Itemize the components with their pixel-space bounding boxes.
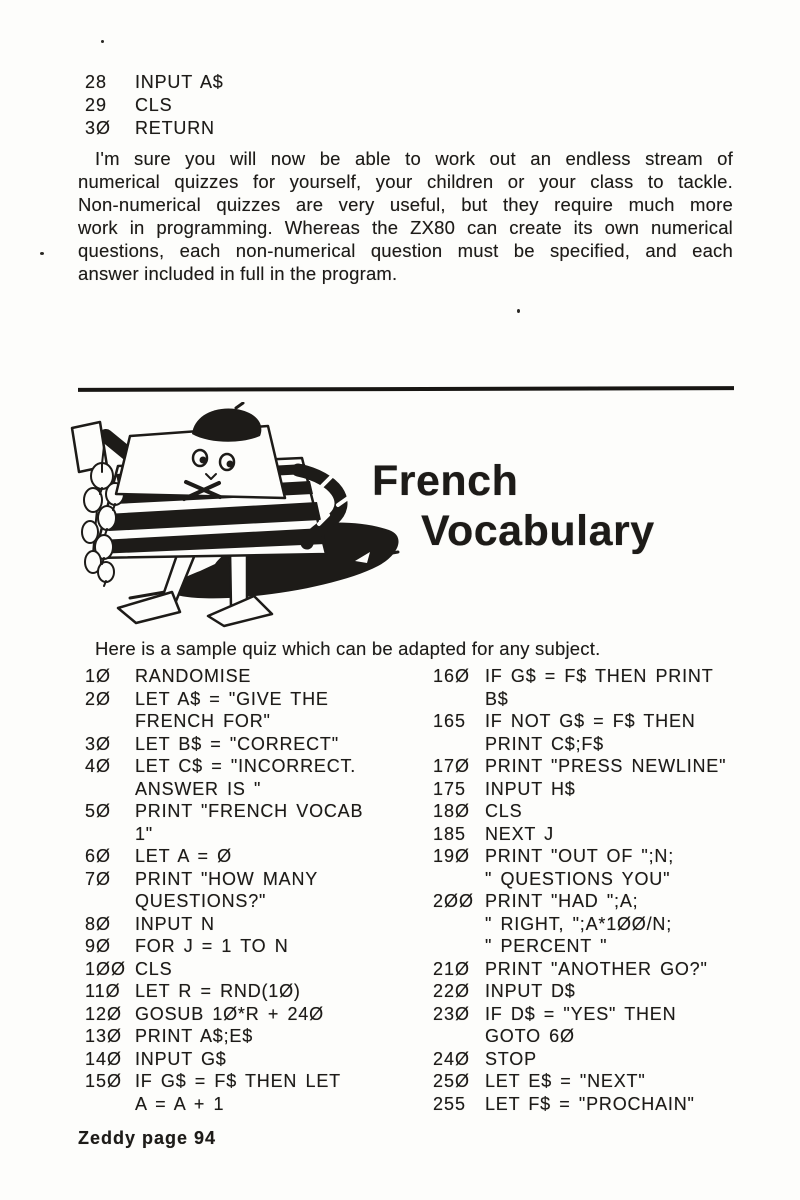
code-row [433, 665, 753, 710]
statement-line: IF G$ = F$ THEN PRINT [485, 666, 714, 686]
line-number: 12Ø [85, 1003, 123, 1024]
code-row [85, 868, 415, 913]
statement [135, 800, 415, 845]
line-number: 4Ø [85, 756, 112, 776]
line-number: 175 [433, 778, 467, 799]
statement [135, 980, 415, 1003]
statement-line: PRINT "ANOTHER GO?" [485, 958, 708, 979]
statement [135, 1048, 415, 1071]
statement-line: GOSUB 1Ø*R + 24Ø [135, 1003, 324, 1024]
statement [135, 71, 224, 94]
line-number: 19Ø [433, 846, 471, 866]
code-row [85, 958, 415, 981]
line-number: 11Ø [85, 981, 121, 1001]
line-number: 7Ø [85, 868, 112, 889]
code-row [433, 1070, 753, 1093]
code-row [433, 890, 753, 958]
statement [485, 980, 753, 1003]
code-row [433, 845, 753, 890]
statement-line: INPUT N [135, 913, 215, 934]
statement [485, 823, 753, 846]
code-row [433, 1048, 753, 1071]
line-number: 5Ø [85, 801, 112, 821]
code-row [85, 913, 415, 936]
statement [135, 845, 415, 868]
left-pupil [200, 457, 207, 464]
line-number: 23Ø [433, 1003, 471, 1024]
statement-line: IF D$ = "YES" THEN [485, 1003, 677, 1024]
statement-line: CLS [135, 95, 173, 115]
statement [485, 890, 753, 958]
statement [485, 1048, 753, 1071]
statement-line: CLS [485, 801, 523, 821]
statement-line: IF NOT G$ = F$ THEN [485, 711, 696, 731]
code-row [85, 1048, 415, 1071]
code-row [433, 1003, 753, 1048]
statement-line: " QUESTIONS YOU" [485, 868, 671, 889]
beret-stem [236, 403, 243, 408]
statement-line: LET B$ = "CORRECT" [135, 733, 339, 754]
code-row [433, 980, 753, 1003]
statement [135, 1025, 415, 1048]
left-foot [118, 592, 180, 623]
scan-speck [40, 252, 44, 255]
line-number: 185 [433, 823, 467, 844]
statement-line: INPUT D$ [485, 981, 576, 1001]
line-number: 22Ø [433, 981, 471, 1001]
statement-line: INPUT H$ [485, 778, 576, 799]
statement-line: IF G$ = F$ THEN LET [135, 1071, 341, 1091]
code-row [85, 71, 224, 94]
code-row [433, 958, 753, 981]
statement [135, 94, 224, 117]
statement [135, 117, 224, 140]
line-number: 24Ø [433, 1048, 471, 1069]
code-row [433, 778, 753, 801]
statement [135, 958, 415, 981]
paragraph-line: numerical quizzes for yourself, your children or your class to tackle. [78, 171, 733, 192]
line-number: 15Ø [85, 1071, 123, 1091]
code-row [85, 665, 415, 688]
top-program-listing [85, 71, 224, 140]
statement-line: 1" [135, 823, 154, 844]
zeddy-mascot-illustration [60, 402, 475, 628]
line-number: 165 [433, 711, 467, 731]
statement-line: INPUT G$ [135, 1048, 227, 1069]
statement-line: LET F$ = "PROCHAIN" [485, 1093, 695, 1114]
statement [485, 710, 753, 755]
statement-line: ANSWER IS " [135, 778, 262, 799]
statement [135, 935, 415, 958]
code-row [85, 1025, 415, 1048]
statement [485, 958, 753, 981]
statement [135, 755, 415, 800]
statement-line: PRINT "PRESS NEWLINE" [485, 756, 727, 776]
statement-line: INPUT A$ [135, 72, 224, 92]
statement-line: CLS [135, 958, 173, 979]
code-row [85, 94, 224, 117]
line-number: 255 [433, 1093, 467, 1114]
scan-speck [101, 40, 104, 43]
statement-line: " PERCENT " [485, 936, 608, 956]
code-row [433, 823, 753, 846]
statement-line: A = A + 1 [135, 1093, 225, 1114]
line-number: 1ØØ [85, 958, 127, 979]
statement [135, 913, 415, 936]
line-number: 28 [85, 72, 108, 92]
code-row [85, 1070, 415, 1115]
statement [485, 1093, 753, 1116]
statement-line: RANDOMISE [135, 666, 252, 686]
intro-paragraph [78, 147, 733, 285]
line-number: 13Ø [85, 1026, 123, 1046]
paragraph-line: questions, each non-numerical question must be specified, and each [78, 240, 733, 261]
beret [192, 408, 261, 441]
statement-line: PRINT "HOW MANY [135, 868, 319, 889]
paragraph-line: answer included in full in the program. [78, 263, 398, 284]
scan-speck [517, 309, 520, 313]
code-row [85, 688, 415, 733]
sample-quiz-intro: Here is a sample quiz which can be adapted for any subject. [95, 638, 601, 659]
program-listing-right-column [433, 665, 753, 1115]
statement [485, 665, 753, 710]
line-number: 8Ø [85, 913, 112, 934]
line-number: 2Ø [85, 688, 112, 709]
statement-line: PRINT "FRENCH VOCAB [135, 801, 364, 821]
statement-line: LET A = Ø [135, 846, 232, 866]
statement [485, 1070, 753, 1093]
statement-line: FOR J = 1 TO N [135, 936, 289, 956]
chapter-title-line1: French [372, 457, 519, 505]
chapter-title-line2: Vocabulary [421, 507, 655, 555]
code-row [85, 1003, 415, 1026]
statement-line: " RIGHT, ";A*1ØØ/N; [485, 913, 673, 934]
line-number: 6Ø [85, 846, 112, 866]
line-number: 9Ø [85, 936, 112, 956]
statement-line: PRINT A$;E$ [135, 1026, 254, 1046]
paragraph-line: work in programming. Whereas the ZX80 can create its own numerical [78, 217, 733, 238]
right-pupil [227, 461, 234, 468]
code-row [85, 980, 415, 1003]
line-number: 18Ø [433, 801, 471, 821]
statement [485, 755, 753, 778]
line-number: 25Ø [433, 1071, 471, 1091]
statement [135, 1070, 415, 1115]
code-row [433, 800, 753, 823]
statement [135, 1003, 415, 1026]
section-divider-rule [78, 386, 734, 392]
code-row [433, 755, 753, 778]
statement-line: LET A$ = "GIVE THE [135, 688, 329, 709]
line-number: 21Ø [433, 958, 471, 979]
code-row [433, 1093, 753, 1116]
statement-line: LET R = RND(1Ø) [135, 981, 301, 1001]
statement-line: B$ [485, 688, 509, 709]
code-row [85, 755, 415, 800]
code-row [85, 845, 415, 868]
line-number: 3Ø [85, 733, 112, 754]
code-row [85, 800, 415, 845]
statement [485, 800, 753, 823]
code-row [433, 710, 753, 755]
paragraph-line: I'm sure you will now be able to work out an endless stream of [95, 148, 733, 169]
line-number: 14Ø [85, 1048, 123, 1069]
line-number: 29 [85, 95, 108, 115]
statement-line: LET C$ = "INCORRECT. [135, 756, 357, 776]
paragraph-line: Non-numerical quizzes are very useful, but they require much more [78, 194, 733, 215]
line-number: 1Ø [85, 666, 112, 686]
code-row [85, 117, 224, 140]
line-number: 2ØØ [433, 891, 475, 911]
line-number: 17Ø [433, 756, 471, 776]
statement [485, 1003, 753, 1048]
statement-line: STOP [485, 1048, 537, 1069]
line-number: 3Ø [85, 118, 112, 138]
code-row [85, 733, 415, 756]
page-footer: Zeddy page 94 [78, 1128, 217, 1148]
statement-line: QUESTIONS?" [135, 891, 267, 911]
statement-line: PRINT "OUT OF ";N; [485, 846, 675, 866]
statement-line: NEXT J [485, 823, 554, 844]
statement-line: PRINT C$;F$ [485, 733, 604, 754]
statement-line: PRINT "HAD ";A; [485, 891, 639, 911]
statement-line: RETURN [135, 118, 215, 138]
statement-line: LET E$ = "NEXT" [485, 1071, 646, 1091]
statement [485, 845, 753, 890]
statement [135, 665, 415, 688]
statement-line: FRENCH FOR" [135, 711, 271, 731]
statement [135, 733, 415, 756]
statement [135, 868, 415, 913]
statement [485, 778, 753, 801]
line-number: 16Ø [433, 666, 471, 686]
statement [135, 688, 415, 733]
code-row [85, 935, 415, 958]
statement-line: GOTO 6Ø [485, 1026, 575, 1046]
program-listing-left-column [85, 665, 415, 1115]
